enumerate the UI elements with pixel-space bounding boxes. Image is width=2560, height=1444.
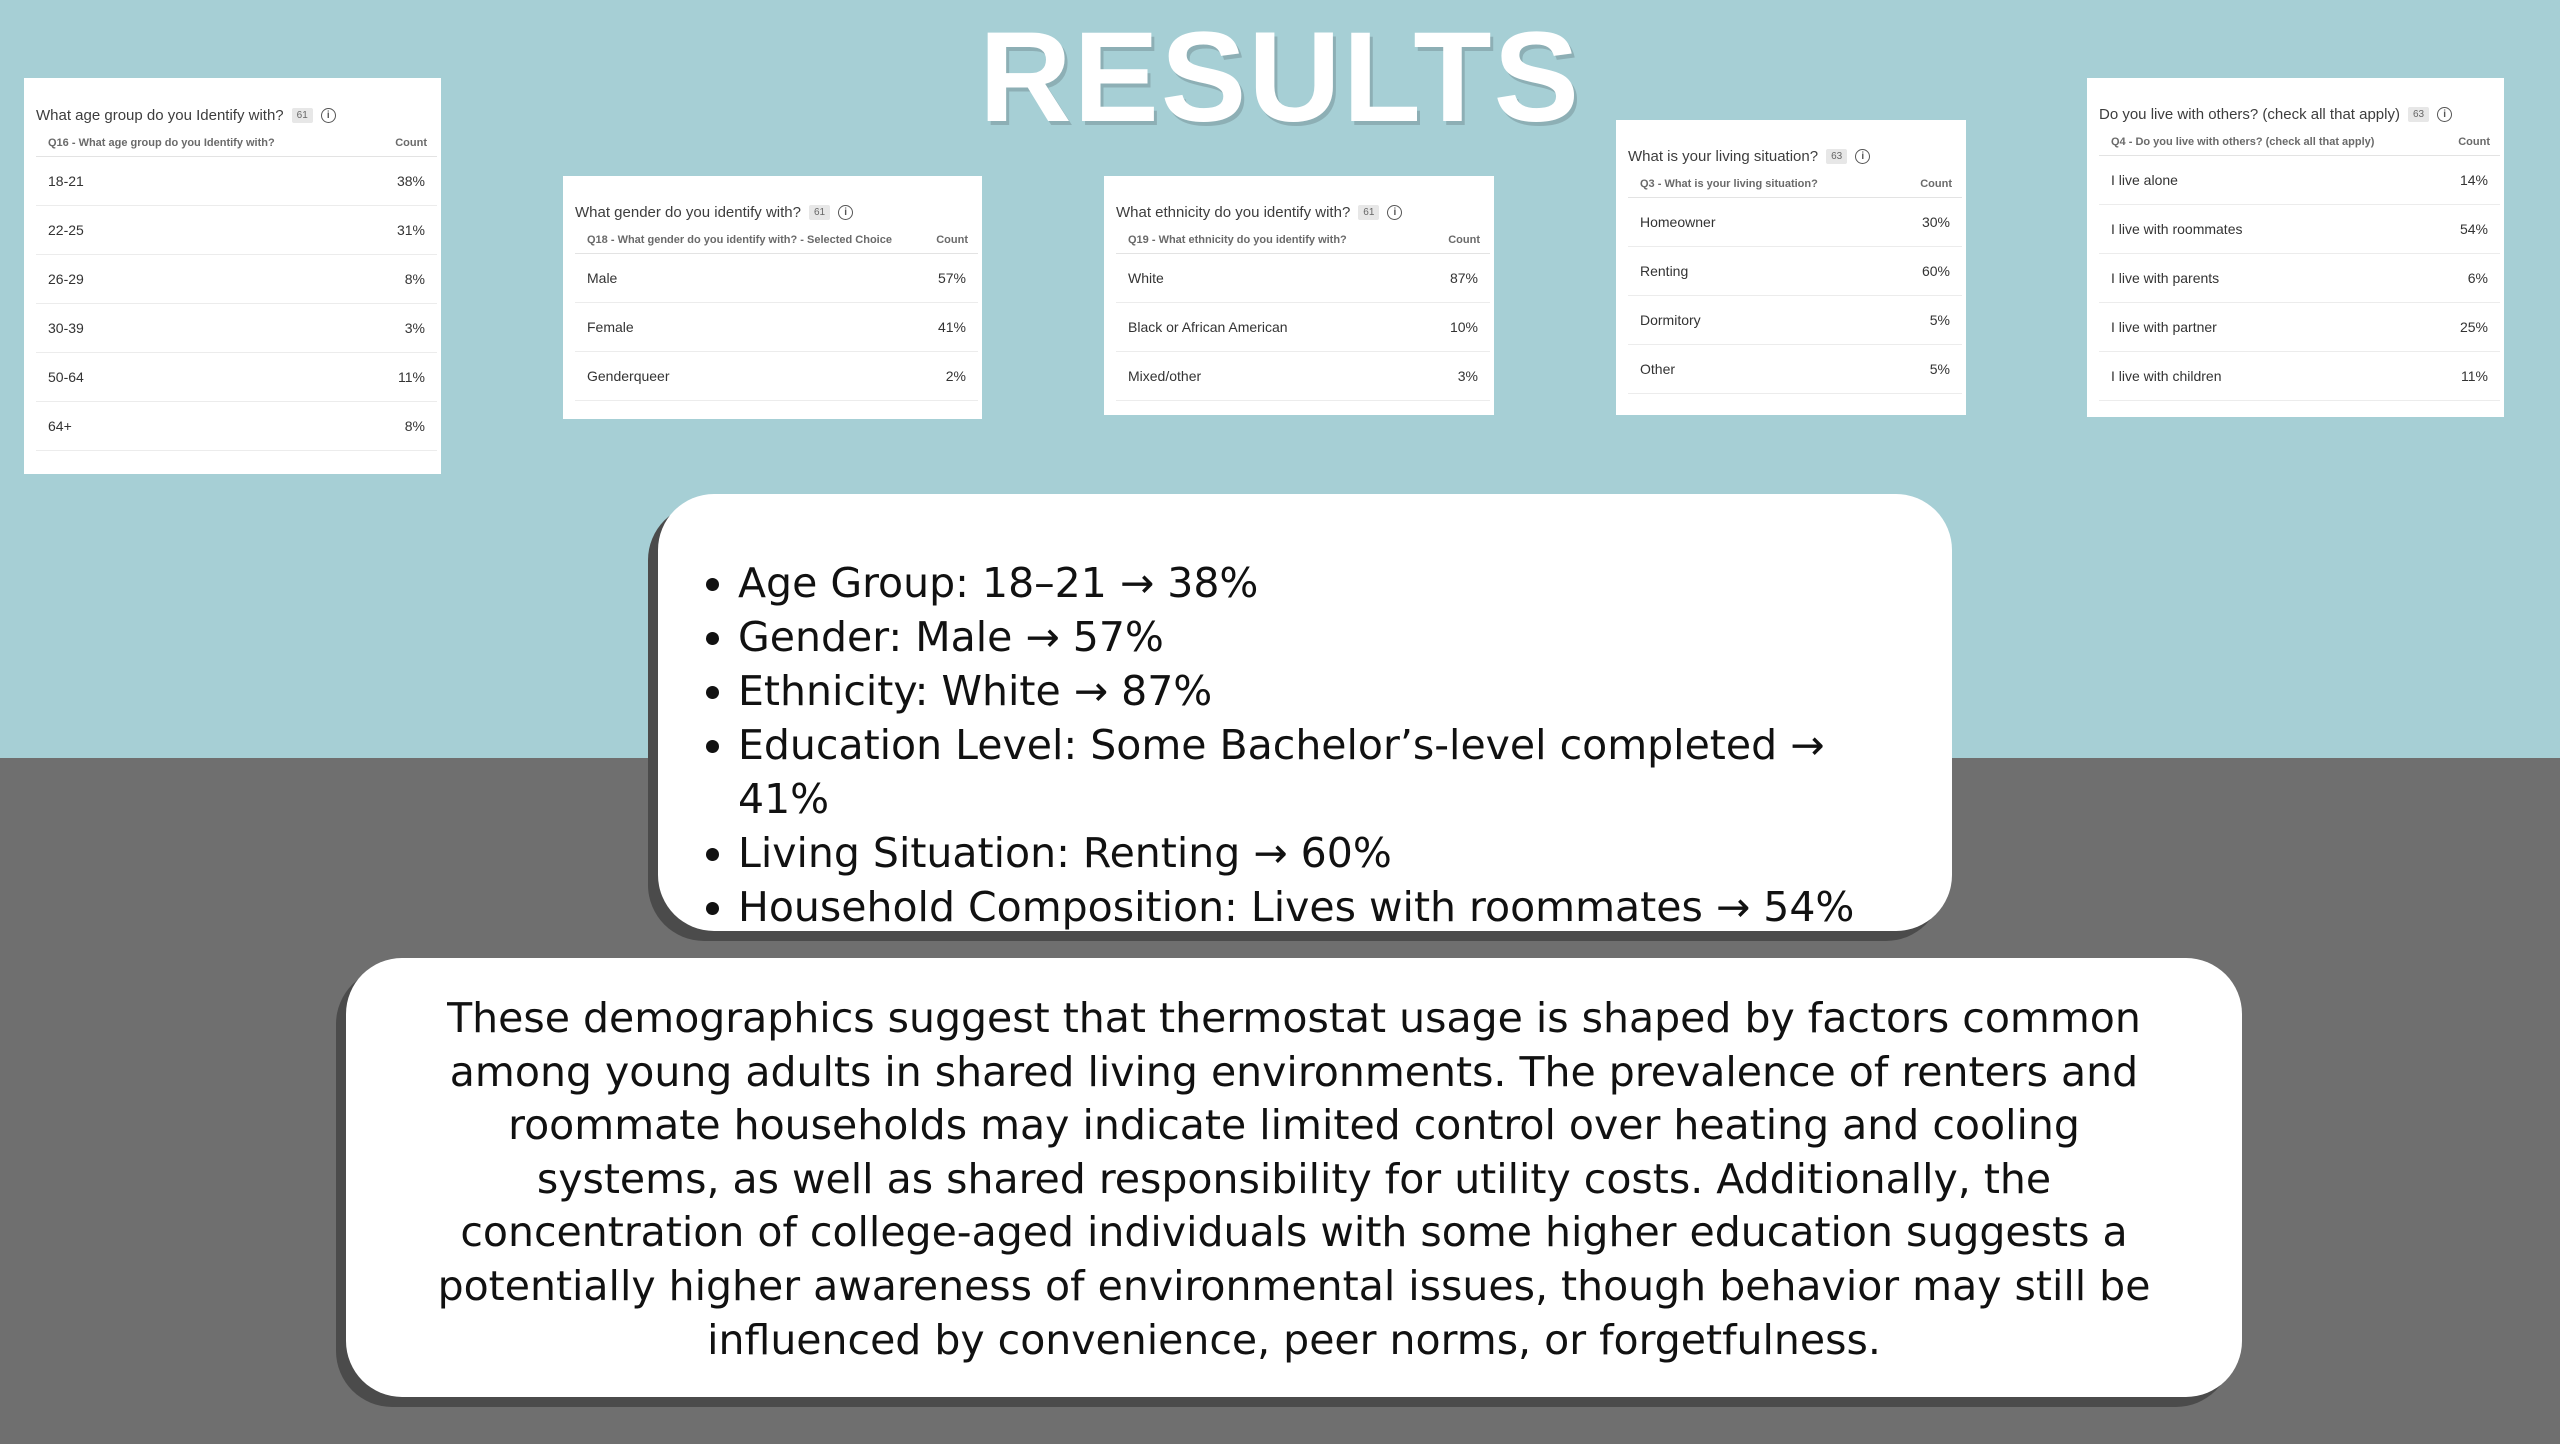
column-count: Count xyxy=(2458,136,2490,148)
summary-line: roommate households may indicate limited control over heating and cooling xyxy=(508,1101,2080,1150)
row-value: 14% xyxy=(2459,172,2488,188)
row-label: Genderqueer xyxy=(587,368,670,384)
finding-education: • Education Level: Some Bachelor’s-level completed → 41% xyxy=(738,718,1922,826)
info-icon[interactable]: i xyxy=(321,108,336,123)
row-value: 5% xyxy=(1929,312,1950,328)
table-row xyxy=(36,206,437,255)
row-value: 87% xyxy=(1449,270,1478,286)
table-row xyxy=(36,353,437,402)
column-question: Q3 - What is your living situation? xyxy=(1640,178,1818,190)
finding-age: • Age Group: 18–21 → 38% xyxy=(738,556,1922,610)
row-value: 11% xyxy=(398,369,425,385)
finding-ethnicity: • Ethnicity: White → 87% xyxy=(738,664,1922,718)
table-header xyxy=(1116,227,1490,254)
table-row xyxy=(1628,296,1962,345)
row-value: 8% xyxy=(404,271,425,287)
column-count: Count xyxy=(1448,234,1480,246)
info-icon[interactable]: i xyxy=(2437,107,2452,122)
row-value: 38% xyxy=(396,173,425,189)
card-question xyxy=(2099,99,2500,129)
row-label: 26-29 xyxy=(48,271,84,287)
row-value: 25% xyxy=(2459,319,2488,335)
table-row xyxy=(36,304,437,353)
row-value: 3% xyxy=(1457,368,1478,384)
row-label: 30-39 xyxy=(48,320,84,336)
findings-list xyxy=(688,556,1922,934)
row-value: 8% xyxy=(404,418,425,434)
row-label: I live with children xyxy=(2111,368,2222,384)
table-row xyxy=(575,303,978,352)
row-value: 31% xyxy=(396,222,425,238)
table-header xyxy=(575,227,978,254)
question-text: What is your living situation? xyxy=(1628,147,1819,165)
row-value: 6% xyxy=(2467,270,2488,286)
row-label: Female xyxy=(587,319,634,335)
row-value: 41% xyxy=(937,319,966,335)
row-label: I live alone xyxy=(2111,172,2178,188)
table-header xyxy=(1628,171,1962,198)
info-icon[interactable]: i xyxy=(1855,149,1870,164)
table-row xyxy=(2099,254,2500,303)
response-count-badge: 61 xyxy=(292,108,313,123)
table-row xyxy=(575,352,978,401)
column-count: Count xyxy=(936,234,968,246)
ethnicity-survey-card xyxy=(1104,176,1494,415)
household-survey-card xyxy=(2087,78,2504,417)
row-label: 22-25 xyxy=(48,222,84,238)
row-label: 18-21 xyxy=(48,173,84,189)
question-text: Do you live with others? (check all that apply) xyxy=(2099,105,2400,123)
card-question xyxy=(575,197,978,227)
summary-line: These demographics suggest that thermostat usage is shaped by factors common xyxy=(447,994,2141,1042)
question-text: What gender do you identify with? xyxy=(575,203,801,221)
response-count-badge: 63 xyxy=(1826,149,1847,164)
table-row xyxy=(36,157,437,206)
table-row xyxy=(1116,303,1490,352)
key-findings-box xyxy=(658,494,1952,931)
table-row xyxy=(1628,198,1962,247)
row-label: Male xyxy=(587,270,618,286)
row-label: I live with roommates xyxy=(2111,221,2243,237)
row-label: 50-64 xyxy=(48,369,84,385)
summary-line: systems, as well as shared responsibility for utility costs. Additionally, the xyxy=(536,1154,2052,1203)
row-value: 10% xyxy=(1449,319,1478,335)
table-row xyxy=(1628,247,1962,296)
row-value: 60% xyxy=(1921,263,1950,279)
table-row xyxy=(2099,352,2500,401)
summary-line: influenced by convenience, peer norms, or forgetfulness. xyxy=(707,1315,1881,1364)
table-row xyxy=(575,254,978,303)
row-label: 64+ xyxy=(48,418,72,434)
table-row xyxy=(1628,345,1962,394)
row-value: 2% xyxy=(945,368,966,384)
table-row xyxy=(2099,303,2500,352)
response-count-badge: 61 xyxy=(809,205,830,220)
gender-survey-card xyxy=(563,176,982,419)
row-value: 3% xyxy=(404,320,425,336)
table-row xyxy=(36,255,437,304)
living-situation-survey-card xyxy=(1616,120,1966,415)
row-label: I live with partner xyxy=(2111,319,2217,335)
card-question xyxy=(1116,197,1490,227)
column-count: Count xyxy=(395,137,427,149)
card-question xyxy=(1628,141,1962,171)
row-value: 11% xyxy=(2461,368,2488,384)
column-question: Q16 - What age group do you Identify with? xyxy=(48,137,275,149)
column-count: Count xyxy=(1920,178,1952,190)
finding-living-situation: • Living Situation: Renting → 60% xyxy=(738,826,1922,880)
info-icon[interactable]: i xyxy=(838,205,853,220)
age-survey-card xyxy=(24,78,441,474)
response-count-badge: 63 xyxy=(2408,107,2429,122)
column-question: Q19 - What ethnicity do you identify with? xyxy=(1128,234,1347,246)
response-count-badge: 61 xyxy=(1358,205,1379,220)
table-row xyxy=(36,402,437,451)
finding-household: • Household Composition: Lives with roommates → 54% xyxy=(738,880,1922,934)
question-text: What ethnicity do you identify with? xyxy=(1116,203,1351,221)
finding-gender: • Gender: Male → 57% xyxy=(738,610,1922,664)
summary-line: concentration of college-aged individuals with some higher education suggests a xyxy=(460,1208,2128,1257)
slide-title: RESULTS xyxy=(979,6,1581,149)
row-label: Homeowner xyxy=(1640,214,1716,230)
table-row xyxy=(1116,352,1490,401)
row-label: Other xyxy=(1640,361,1676,377)
summary-box xyxy=(346,958,2242,1397)
card-question xyxy=(36,100,437,130)
column-question: Q18 - What gender do you identify with? - Selected Choice xyxy=(587,234,892,246)
row-label: White xyxy=(1128,270,1164,286)
row-label: Mixed/other xyxy=(1128,368,1202,384)
info-icon[interactable]: i xyxy=(1387,205,1402,220)
table-header xyxy=(36,130,437,157)
summary-paragraph xyxy=(406,992,2182,1367)
row-label: Renting xyxy=(1640,263,1689,279)
row-label: Black or African American xyxy=(1128,319,1288,335)
table-row xyxy=(1116,254,1490,303)
row-label: Dormitory xyxy=(1640,312,1701,328)
row-value: 30% xyxy=(1921,214,1950,230)
summary-line: potentially higher awareness of environmental issues, though behavior may still be xyxy=(437,1261,2151,1310)
question-text: What age group do you Identify with? xyxy=(36,106,284,124)
row-value: 5% xyxy=(1929,361,1950,377)
summary-line: among young adults in shared living environments. The prevalence of renters and xyxy=(449,1047,2139,1096)
table-header xyxy=(2099,129,2500,156)
column-question: Q4 - Do you live with others? (check all that apply) xyxy=(2111,136,2375,148)
row-value: 54% xyxy=(2459,221,2488,237)
row-label: I live with parents xyxy=(2111,270,2220,286)
table-row xyxy=(2099,156,2500,205)
row-value: 57% xyxy=(937,270,966,286)
table-row xyxy=(2099,205,2500,254)
